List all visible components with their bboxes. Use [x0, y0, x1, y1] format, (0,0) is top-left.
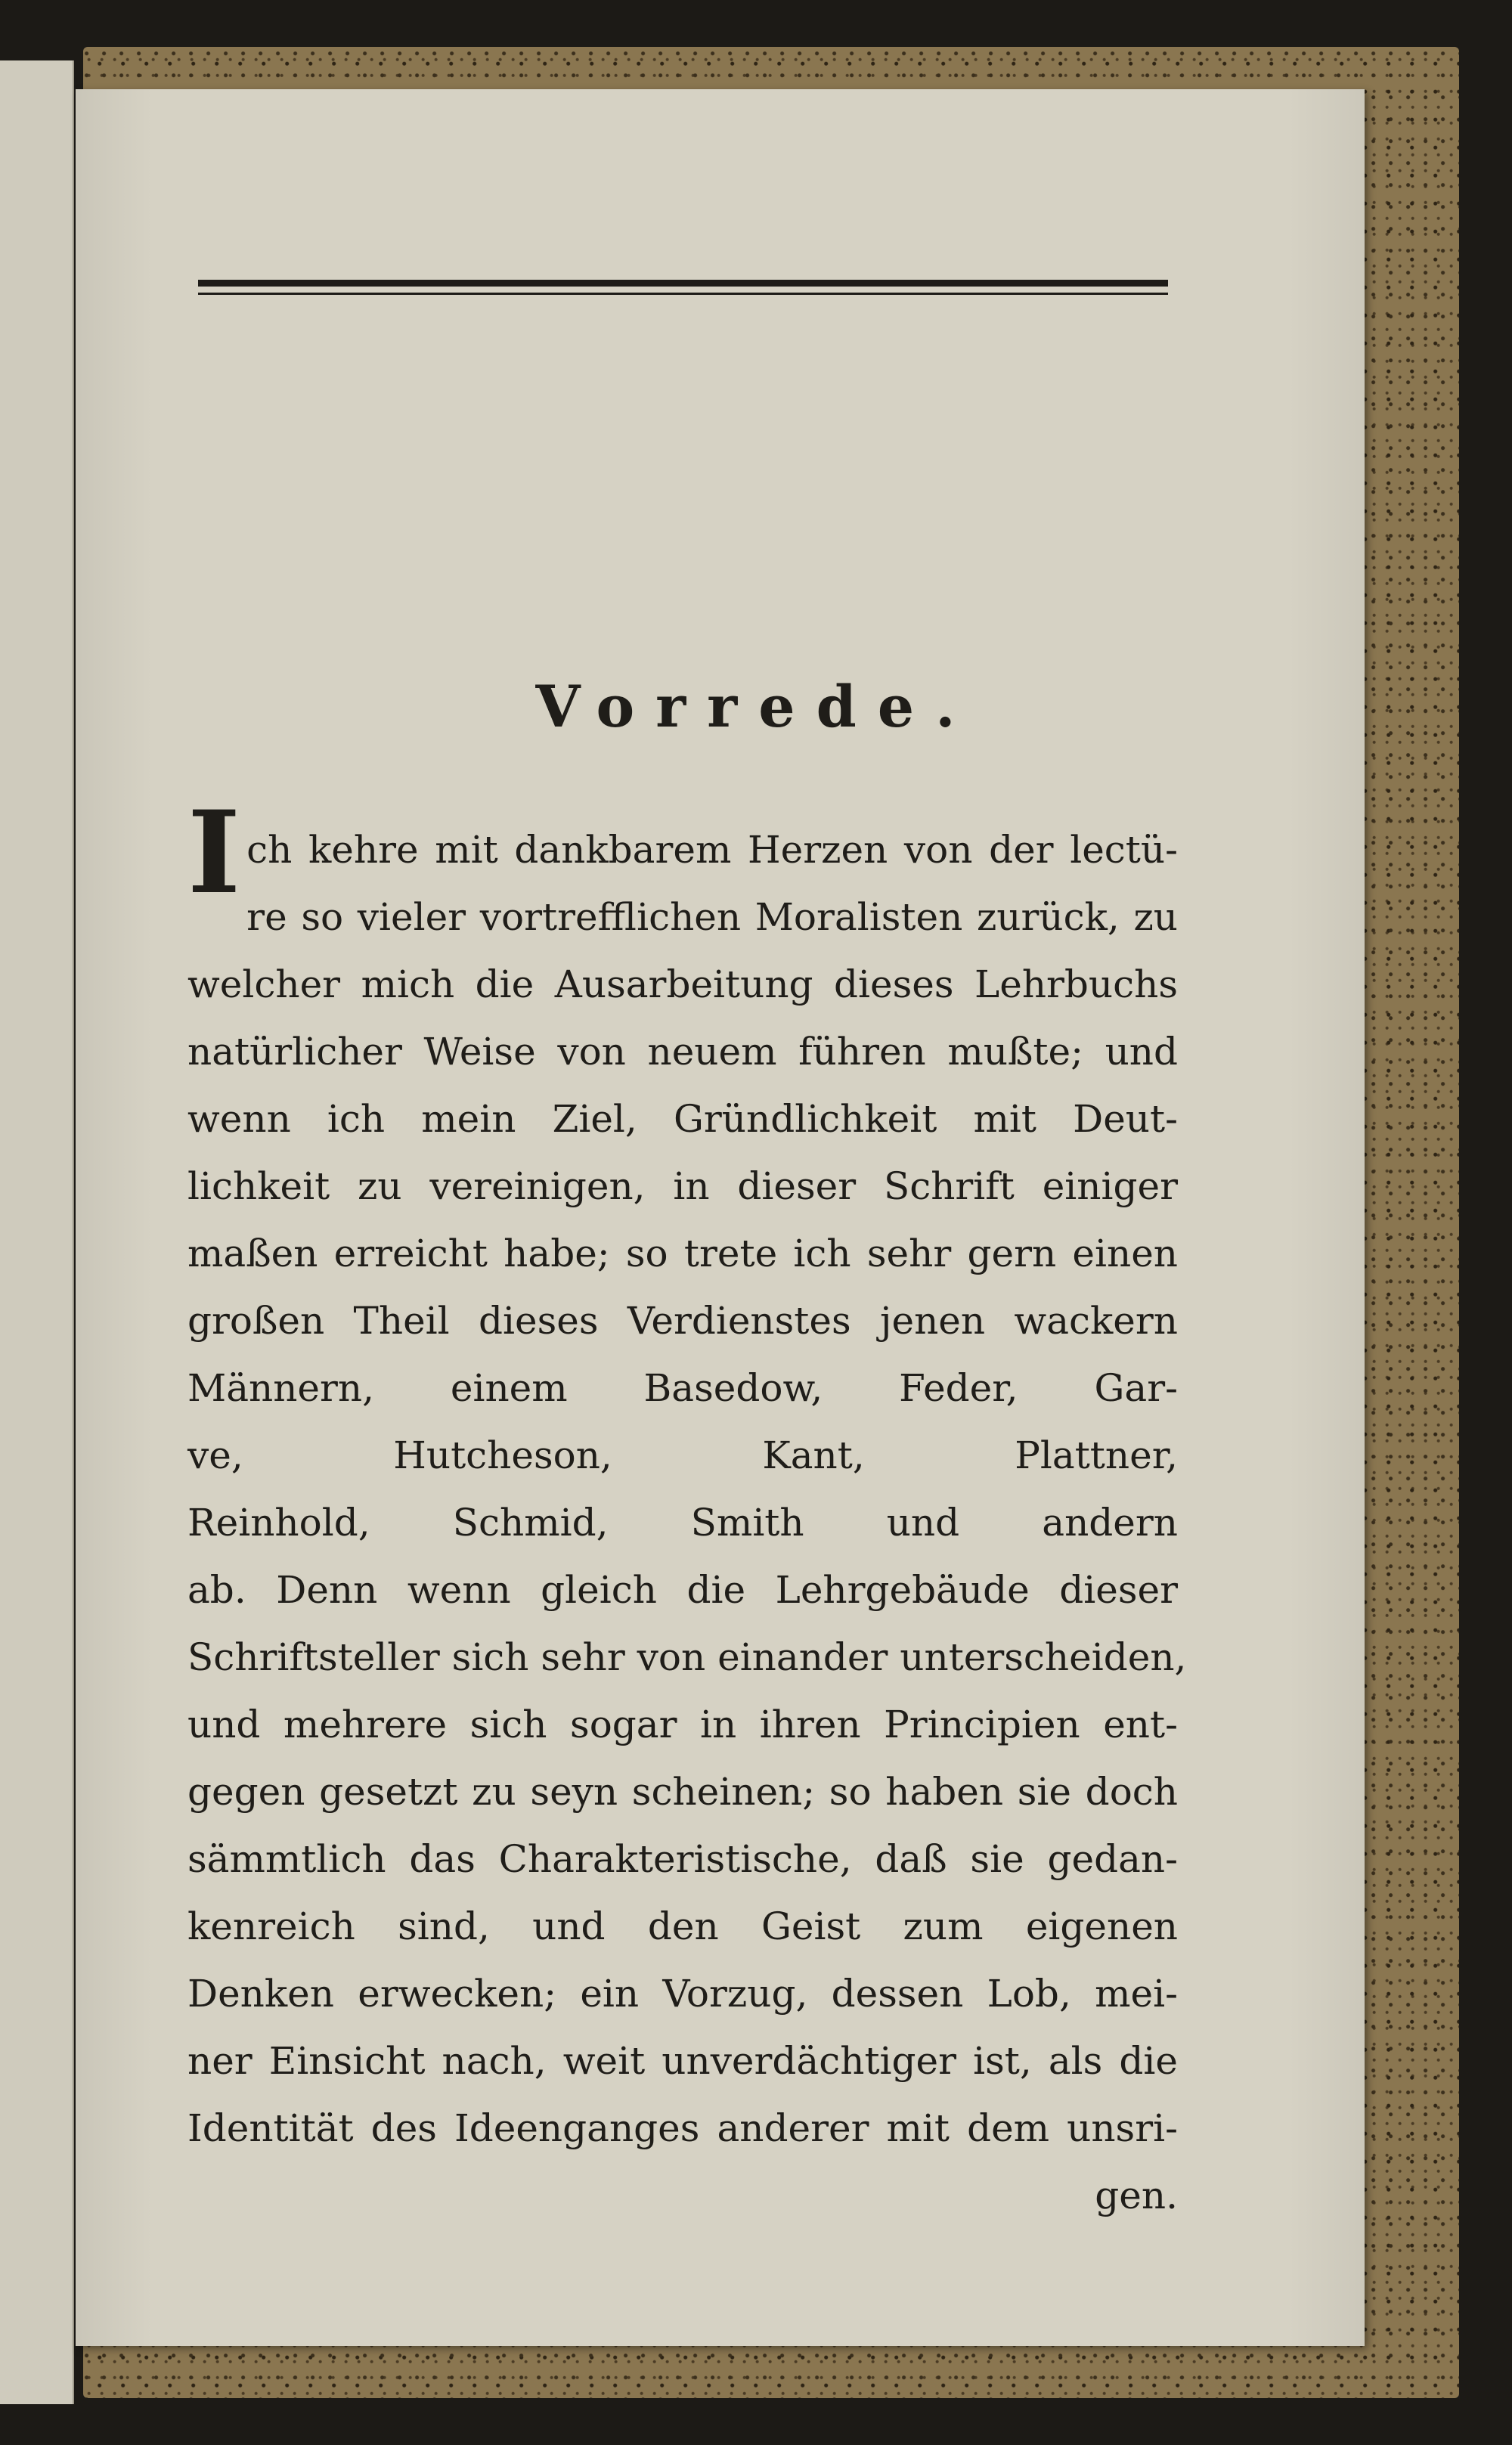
- text-line: gegen gesetzt zu seyn scheinen; so haben sie doch: [187, 1770, 1178, 1814]
- text-line: lichkeit zu vereinigen, in dieser Schrift einiger: [187, 1164, 1178, 1208]
- facing-page-edge: [0, 60, 74, 2404]
- text-line: maßen erreicht habe; so trete ich sehr gern einen: [187, 1232, 1178, 1275]
- text-line: kenreich sind, und den Geist zum eigenen: [187, 1904, 1178, 1948]
- header-rule-thin: [198, 293, 1168, 295]
- section-heading: Vorrede.: [535, 673, 977, 740]
- text-line: sämmtlich das Charakteristische, daß sie gedan-: [187, 1837, 1178, 1881]
- text-line: ve, Hutcheson, Kant, Plattner,: [187, 1433, 1178, 1477]
- text-line: großen Theil dieses Verdienstes jenen wackern: [187, 1299, 1178, 1343]
- drop-cap: I: [187, 786, 241, 919]
- text-line: Schriftsteller sich sehr von einander unterscheiden,: [187, 1635, 1187, 1679]
- catchword: gen.: [1095, 2174, 1178, 2217]
- text-line: ch kehre mit dankbarem Herzen von der lectü-: [246, 828, 1178, 872]
- text-line: re so vieler vortrefflichen Moralisten zurück, zu: [246, 895, 1178, 939]
- text-line: und mehrere sich sogar in ihren Principien ent-: [187, 1703, 1178, 1746]
- text-line: welcher mich die Ausarbeitung dieses Lehrbuchs: [187, 962, 1178, 1006]
- text-line: Reinhold, Schmid, Smith und andern: [187, 1501, 1178, 1545]
- text-line: ner Einsicht nach, weit unverdächtiger ist, als die: [187, 2039, 1178, 2083]
- text-line: Identität des Ideenganges anderer mit dem unsri-: [187, 2106, 1178, 2150]
- text-line: Denken erwecken; ein Vorzug, dessen Lob, mei-: [187, 1972, 1178, 2016]
- text-line: Männern, einem Basedow, Feder, Gar-: [187, 1366, 1178, 1410]
- text-line: wenn ich mein Ziel, Gründlichkeit mit Deut-: [187, 1097, 1178, 1141]
- text-line: ab. Denn wenn gleich die Lehrgebäude dieser: [187, 1568, 1178, 1612]
- header-rule-thick: [198, 280, 1168, 287]
- text-line: natürlicher Weise von neuem führen mußte; und: [187, 1030, 1178, 1074]
- body-paragraph: [187, 786, 1187, 2230]
